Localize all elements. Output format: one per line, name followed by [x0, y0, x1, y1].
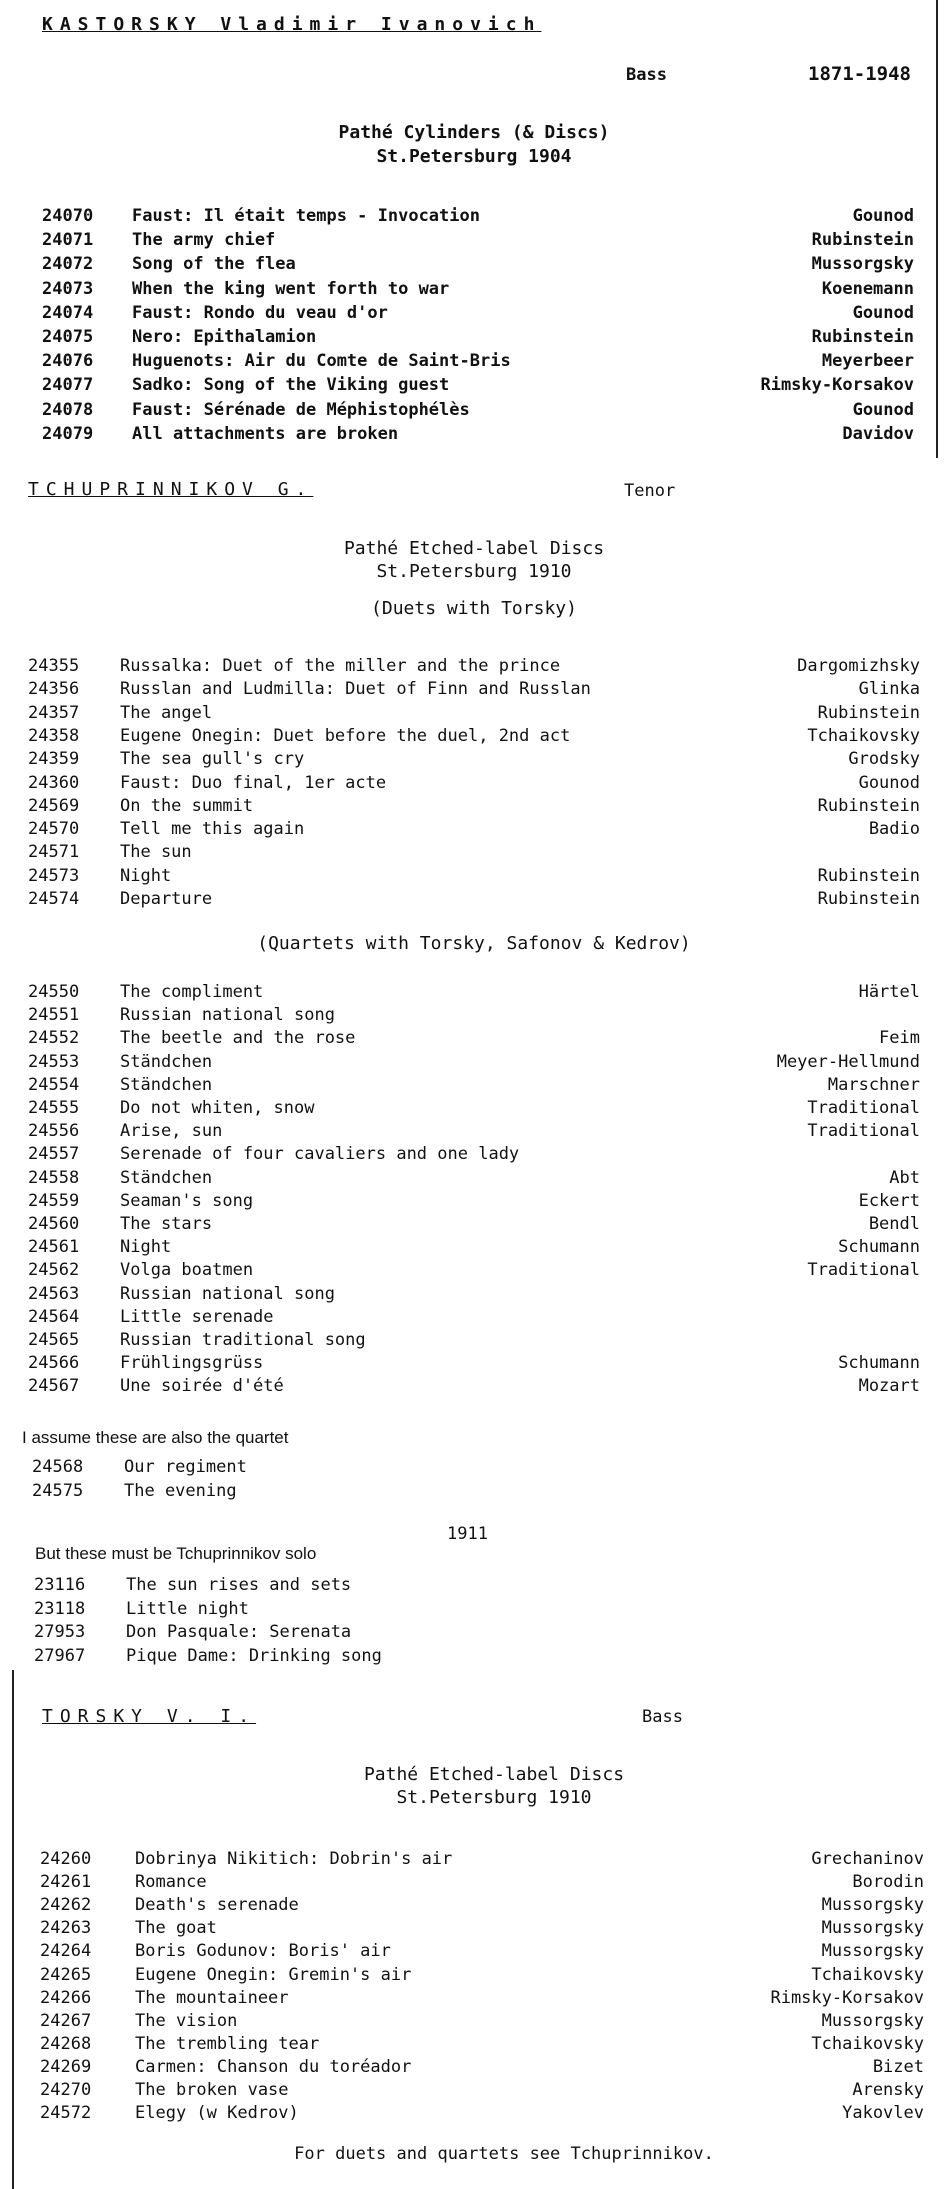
composer: Bizet — [872, 2056, 924, 2077]
recording-title: Don Pasquale: Serenata — [126, 1622, 352, 1642]
composer: Gounod — [852, 399, 914, 420]
catalog-number: 24358 — [28, 725, 80, 746]
artist-name-tchuprinnikov: TCHUPRINNIKOV G. — [28, 479, 314, 500]
recording-row — [34, 1621, 914, 1643]
recording-row — [40, 1848, 924, 1870]
composer: Glinka — [858, 679, 920, 700]
composer: Tchaikovsky — [811, 1964, 924, 1985]
recording-row — [28, 655, 920, 677]
catalog-number: 24550 — [28, 982, 80, 1002]
composer: Mussorgsky — [811, 254, 914, 275]
recording-title: Russian traditional song — [120, 1330, 366, 1350]
place-tchuprinnikov: St.Petersburg 1910 — [376, 561, 572, 582]
catalog-number: 24571 — [28, 842, 80, 863]
composer: Bendl — [868, 1214, 920, 1234]
recording-title: When the king went forth to war — [132, 278, 450, 299]
recording-title: The goat — [135, 1918, 217, 1939]
recording-title: All attachments are broken — [132, 423, 399, 444]
composer: Mussorgsky — [821, 1895, 924, 1916]
catalog-number: 24570 — [28, 819, 80, 840]
recording-row — [32, 1456, 912, 1478]
recording-row — [40, 1964, 924, 1986]
recording-title: The army chief — [132, 230, 276, 251]
recording-row — [28, 1051, 920, 1073]
recording-row — [28, 1143, 920, 1165]
recording-title: Song of the flea — [132, 254, 296, 275]
catalog-number: 24557 — [28, 1144, 80, 1165]
catalog-number: 24356 — [28, 679, 80, 700]
catalog-number: 24072 — [42, 254, 94, 275]
note-also-quartet: I assume these are also the quartet — [22, 1428, 289, 1447]
recording-row — [40, 1894, 924, 1916]
recording-title: Dobrinya Nikitich: Dobrin's air — [135, 1849, 453, 1869]
composer: Härtel — [858, 982, 920, 1002]
recording-row — [28, 772, 920, 794]
catalog-number: 24565 — [28, 1330, 80, 1350]
recording-title: The angel — [120, 702, 213, 723]
catalog-number: 24355 — [28, 656, 80, 676]
catalog-number: 24569 — [28, 795, 80, 816]
composer: Davidov — [842, 423, 914, 444]
composer: Mozart — [858, 1376, 920, 1397]
recording-row — [28, 1120, 920, 1142]
catalog-number: 24558 — [28, 1167, 80, 1188]
recording-row — [28, 1329, 920, 1351]
recording-row — [40, 2010, 924, 2032]
catalog-number: 24563 — [28, 1283, 80, 1304]
recording-title: Our regiment — [124, 1457, 247, 1477]
catalog-number: 24564 — [28, 1306, 80, 1327]
recording-row — [34, 1574, 914, 1596]
recording-title: The mountaineer — [135, 1987, 289, 2008]
label-torsky: Pathé Etched-label Discs — [363, 1764, 625, 1785]
recording-title: Seaman's song — [120, 1190, 254, 1211]
years-kastorsky: 1871-1948 — [808, 63, 911, 85]
recording-title: The vision — [135, 2010, 238, 2031]
label-tchuprinnikov: Pathé Etched-label Discs — [343, 538, 605, 559]
right-margin-line — [936, 0, 938, 458]
composer: Rubinstein — [811, 327, 914, 347]
recording-row — [28, 865, 920, 887]
recording-row — [28, 1027, 920, 1049]
recording-row — [42, 399, 914, 421]
voice-type-kastorsky: Bass — [626, 65, 667, 85]
recording-title: Russian national song — [120, 1005, 335, 1026]
recording-title: Faust: Il était temps - Invocation — [132, 206, 480, 226]
composer: Schumann — [838, 1237, 920, 1258]
catalog-number: 24264 — [40, 1941, 92, 1962]
recording-title: Death's serenade — [135, 1895, 299, 1916]
catalog-number: 24071 — [42, 230, 94, 251]
catalog-number: 27953 — [34, 1622, 86, 1642]
composer: Tchaikovsky — [807, 725, 920, 746]
catalog-number: 24552 — [28, 1028, 80, 1049]
catalog-number: 24078 — [42, 399, 94, 420]
recording-row — [28, 1352, 920, 1374]
recording-title: Faust: Duo final, 1er acte — [120, 772, 387, 793]
recording-row — [42, 253, 914, 275]
recording-row — [28, 1097, 920, 1119]
composer: Gounod — [858, 772, 920, 793]
recording-row — [40, 2056, 924, 2078]
recording-row — [28, 1306, 920, 1328]
recording-row — [40, 2079, 924, 2101]
catalog-number: 24269 — [40, 2056, 92, 2077]
recording-row — [42, 278, 914, 300]
composer: Gounod — [852, 206, 914, 226]
composer: Feim — [879, 1028, 920, 1049]
recording-row — [42, 326, 914, 348]
recording-title: Faust: Sérénade de Méphistophélès — [132, 399, 470, 420]
catalog-number: 24075 — [42, 327, 94, 347]
recording-title: Carmen: Chanson du toréador — [135, 2056, 412, 2077]
composer: Arensky — [852, 2080, 924, 2100]
catalog-number: 24359 — [28, 749, 80, 770]
recording-row — [28, 1259, 920, 1281]
left-margin-line — [12, 1670, 14, 2189]
label-kastorsky: Pathé Cylinders (& Discs) — [338, 122, 610, 143]
catalog-number: 23118 — [34, 1598, 86, 1619]
catalog-number: 24267 — [40, 2010, 92, 2031]
catalog-number: 24263 — [40, 1918, 92, 1939]
catalog-number: 24554 — [28, 1074, 80, 1095]
catalog-number: 24270 — [40, 2080, 92, 2100]
recording-title: The stars — [120, 1214, 213, 1234]
recording-title: Serenade of four cavaliers and one lady — [120, 1144, 520, 1165]
recording-title: The broken vase — [135, 2080, 289, 2100]
recording-title: Romance — [135, 1872, 207, 1893]
footer-note: For duets and quartets see Tchuprinnikov. — [294, 2144, 714, 2164]
catalog-number: 24574 — [28, 889, 80, 909]
catalog-number: 24553 — [28, 1051, 80, 1072]
recording-title: Elegy (w Kedrov) — [135, 2103, 299, 2124]
recording-title: Ständchen — [120, 1051, 213, 1072]
catalog-number: 24266 — [40, 1987, 92, 2008]
artist-name-kastorsky: KASTORSKY Vladimir Ivanovich — [42, 14, 542, 35]
recording-row — [28, 702, 920, 724]
catalog-number: 24265 — [40, 1964, 92, 1985]
composer: Abt — [889, 1167, 920, 1188]
composer: Rubinstein — [817, 889, 920, 909]
catalog-number: 24561 — [28, 1237, 80, 1258]
catalog-number: 24076 — [42, 351, 94, 372]
recording-title: Ständchen — [120, 1167, 213, 1188]
recording-row — [28, 748, 920, 770]
composer: Grechaninov — [811, 1849, 924, 1869]
recording-title: Pique Dame: Drinking song — [126, 1645, 382, 1666]
composer: Traditional — [807, 1260, 920, 1281]
composer: Schumann — [838, 1353, 920, 1374]
catalog-number: 24074 — [42, 302, 94, 323]
recording-row — [42, 205, 914, 227]
recording-title: Russian national song — [120, 1283, 335, 1304]
catalog-number: 27967 — [34, 1645, 86, 1666]
recording-row — [28, 841, 920, 863]
catalog-number: 24261 — [40, 1872, 92, 1893]
catalog-number: 24070 — [42, 206, 94, 226]
catalog-number: 24560 — [28, 1214, 80, 1234]
composer: Badio — [868, 819, 920, 840]
catalog-number: 24575 — [32, 1480, 84, 1501]
recording-title: Russalka: Duet of the miller and the prince — [120, 656, 561, 676]
recording-row — [40, 1917, 924, 1939]
catalog-number: 24555 — [28, 1098, 80, 1118]
composer: Mussorgsky — [821, 1918, 924, 1939]
recording-title: Night — [120, 865, 172, 886]
recording-row — [28, 1167, 920, 1189]
recording-title: Ständchen — [120, 1074, 213, 1095]
composer: Rubinstein — [817, 702, 920, 723]
recording-row — [28, 1375, 920, 1397]
catalog-number: 24573 — [28, 865, 80, 886]
composer: Rimsky-Korsakov — [770, 1987, 924, 2008]
note-solo: But these must be Tchuprinnikov solo — [35, 1544, 317, 1563]
catalog-number: 24562 — [28, 1260, 80, 1281]
recording-title: The trembling tear — [135, 2033, 320, 2054]
catalog-number: 24567 — [28, 1376, 80, 1397]
catalog-number: 24077 — [42, 375, 94, 396]
composer: Rubinstein — [817, 795, 920, 816]
recording-title: The sun rises and sets — [126, 1575, 352, 1595]
recording-row — [32, 1480, 912, 1502]
recording-title: Sadko: Song of the Viking guest — [132, 375, 450, 396]
recording-title: Une soirée d'été — [120, 1376, 284, 1397]
recording-row — [28, 981, 920, 1003]
composer: Dargomizhsky — [797, 656, 920, 676]
recording-row — [42, 302, 914, 324]
composer: Meyer-Hellmund — [776, 1051, 920, 1072]
composer: Rimsky-Korsakov — [760, 375, 914, 396]
composer: Traditional — [807, 1098, 920, 1118]
composer: Yakovlev — [842, 2103, 924, 2124]
catalog-number: 24079 — [42, 423, 94, 444]
catalog-number: 24357 — [28, 702, 80, 723]
place-kastorsky: St.Petersburg 1904 — [376, 146, 572, 167]
recording-title: Nero: Epithalamion — [132, 327, 317, 347]
quartets-heading: (Quartets with Torsky, Safonov & Kedrov) — [257, 933, 691, 954]
recording-title: Little night — [126, 1598, 249, 1619]
composer: Gounod — [852, 302, 914, 323]
recording-title: Arise, sun — [120, 1121, 223, 1142]
recording-row — [40, 2102, 924, 2124]
recording-row — [40, 1987, 924, 2009]
recording-row — [28, 888, 920, 910]
catalog-number: 24572 — [40, 2103, 92, 2124]
composer: Eckert — [858, 1190, 920, 1211]
recording-title: Faust: Rondo du veau d'or — [132, 302, 388, 323]
recording-title: Little serenade — [120, 1306, 274, 1327]
composer: Grodsky — [848, 749, 920, 770]
recording-title: Huguenots: Air du Comte de Saint-Bris — [132, 351, 511, 372]
catalog-number: 24262 — [40, 1895, 92, 1916]
recording-row — [34, 1598, 914, 1620]
recording-row — [42, 423, 914, 445]
catalog-number: 24551 — [28, 1005, 80, 1026]
recording-title: The beetle and the rose — [120, 1028, 356, 1049]
recording-title: On the summit — [120, 795, 254, 816]
recording-row — [28, 1074, 920, 1096]
recording-title: The compliment — [120, 982, 264, 1002]
composer: Mussorgsky — [821, 2010, 924, 2031]
recording-title: Night — [120, 1237, 172, 1258]
recording-row — [28, 1004, 920, 1026]
composer: Rubinstein — [811, 230, 914, 251]
catalog-number: 24556 — [28, 1121, 80, 1142]
recording-row — [28, 725, 920, 747]
recording-row — [28, 818, 920, 840]
catalog-number: 24568 — [32, 1457, 84, 1477]
recording-row — [42, 229, 914, 251]
catalog-number: 24360 — [28, 772, 80, 793]
recording-row — [40, 1871, 924, 1893]
composer: Marschner — [827, 1074, 920, 1095]
recording-row — [42, 350, 914, 372]
recording-title: Frühlingsgrüss — [120, 1353, 264, 1374]
recording-title: The sea gull's cry — [120, 749, 305, 770]
catalog-number: 24073 — [42, 278, 94, 299]
recording-row — [28, 1213, 920, 1235]
composer: Koenemann — [821, 278, 914, 299]
recording-title: Russlan and Ludmilla: Duet of Finn and Russlan — [120, 679, 591, 700]
recording-title: Do not whiten, snow — [120, 1098, 315, 1118]
recording-title: Departure — [120, 889, 213, 909]
composer: Traditional — [807, 1121, 920, 1142]
year-1911: 1911 — [447, 1524, 488, 1544]
composer: Meyerbeer — [821, 351, 914, 372]
place-torsky: St.Petersburg 1910 — [396, 1787, 592, 1808]
composer: Tchaikovsky — [811, 2033, 924, 2054]
recording-title: Boris Godunov: Boris' air — [135, 1941, 391, 1962]
recording-row — [40, 2033, 924, 2055]
recording-row — [34, 1645, 914, 1667]
catalog-number: 23116 — [34, 1575, 86, 1595]
composer: Mussorgsky — [821, 1941, 924, 1962]
voice-type-tchuprinnikov: Tenor — [624, 481, 676, 501]
recording-row — [28, 795, 920, 817]
composer: Borodin — [852, 1872, 924, 1893]
catalog-number: 24268 — [40, 2033, 92, 2054]
recording-row — [28, 1283, 920, 1305]
duets-heading: (Duets with Torsky) — [371, 598, 577, 619]
recording-title: Eugene Onegin: Duet before the duel, 2nd act — [120, 725, 571, 746]
recording-row — [28, 1190, 920, 1212]
catalog-number: 24559 — [28, 1190, 80, 1211]
voice-type-torsky: Bass — [642, 1707, 683, 1727]
recording-row — [28, 1236, 920, 1258]
recording-row — [28, 678, 920, 700]
recording-title: Eugene Onegin: Gremin's air — [135, 1964, 412, 1985]
recording-row — [42, 374, 914, 396]
recording-title: Tell me this again — [120, 819, 305, 840]
artist-name-torsky: TORSKY V. I. — [42, 1706, 257, 1727]
composer: Rubinstein — [817, 865, 920, 886]
catalog-number: 24260 — [40, 1849, 92, 1869]
recording-title: Volga boatmen — [120, 1260, 254, 1281]
recording-title: The evening — [124, 1480, 237, 1501]
recording-row — [40, 1940, 924, 1962]
recording-title: The sun — [120, 842, 192, 863]
catalog-number: 24566 — [28, 1353, 80, 1374]
